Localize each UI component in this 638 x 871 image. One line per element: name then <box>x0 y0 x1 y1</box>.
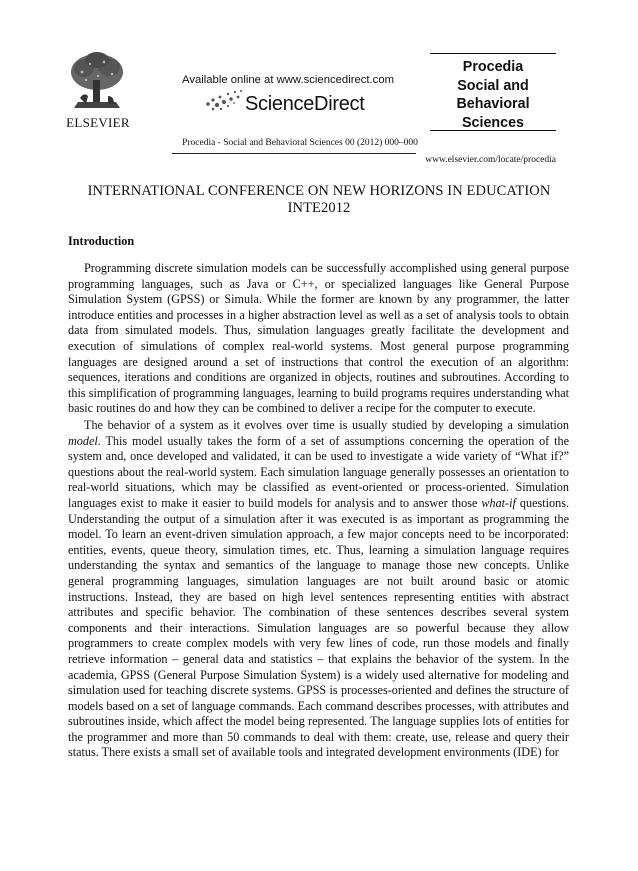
publisher-name: ELSEVIER <box>66 115 130 130</box>
journal-box-top-rule <box>430 53 556 54</box>
journal-title-line-3: Behavioral <box>456 96 530 112</box>
available-online-text[interactable]: Available online at www.sciencedirect.com <box>181 74 395 86</box>
paragraph-2-part-a: The behavior of a system as it evolves over time is usually studied by developing a simulation <box>84 418 569 432</box>
conference-title <box>60 183 578 217</box>
journal-title-line-4: Sciences <box>462 114 524 131</box>
journal-citation: Procedia - Social and Behavioral Sciences 00 (2012) 000–000 <box>182 138 418 148</box>
journal-box-bottom-rule <box>430 130 556 131</box>
sciencedirect-wordmark: ScienceDirect <box>245 93 365 115</box>
sciencedirect-dots-icon <box>204 88 246 114</box>
conference-title-line-1: INTERNATIONAL CONFERENCE ON NEW HORIZONS IN EDUCATION <box>87 183 551 199</box>
journal-title <box>430 58 556 132</box>
elsevier-tree-logo <box>64 50 130 112</box>
journal-title-box <box>430 53 556 131</box>
emphasis-what-if: what-if <box>481 495 516 510</box>
conference-title-line-2: INTE2012 <box>287 200 351 216</box>
journal-title-line-2: Social and <box>457 77 529 94</box>
paragraph-1: Programming discrete simulation models can be successfully accomplished using general purpose programming languages, such as Java or C++, or specialized languages like General Purpose Simulation System (GPSS) or Simula. While the former are known by any programmer, the latter introduce entities and processes in a higher abstraction level as well as a set of analysis tools to obtain data from simulated models. Thus, simulation languages greatly facilitate the development and execution of simulations of complex real-world systems. Most general purpose programming languages are designed around a set of instructions that control the execution of an algorithm: sequences, iterations and conditions are organized in objects, routines and subroutines. According to this simplification of programming languages, learning to build programs requires understanding what basic routines do and how they can be combined to deliver a recipe for the computer to execute. <box>68 261 569 416</box>
paragraph-2-part-b: . This model usually takes the form of a set of assumptions concerning the operation of the system and, once developed and validated, it can be used to investigate a wide variety of “What if?” questions about the real-world system. Each simulation language generally possesses an orientation to real-world situations, which may be classified as event-oriented or process-oriented. Simulation languages exist to make it easier to build models for analysis and to answer those <box>68 433 569 510</box>
sciencedirect-brand <box>204 88 394 118</box>
paragraph-2-part-c: questions. Understanding the output of a simulation after it was executed is as important as programming the model. To learn an event-driven simulation approach, a few major concepts need to be incorporated: entities, events, queue theory, simulation times, etc. Thus, learning a simulation language requires understanding the syntax and semantics of the language to manage those new concepts. Unlike general programming languages, simulation languages are not built around basic or atomic instructions. Instead, they are based on high level sentences representing entities with abstract attributes and specific behavior. The combination of these sentences describes several system components and their interactions. Simulation languages are so powerful because they allow programmers to create complex models with very few lines of code, run those models and finally retrieve information – general data and statistics – that explains the behavior of the system. In the academia, GPSS (General Purpose Simulation System) is a widely used alternative for modeling and simulation used for teaching discrete systems. GPSS is processes-oriented and defines the structure of models based on a set of language commands. Each command describes processes, with attributes and subroutines inside, which affect the model being represented. The language supplies lots of entities for the programmer and more than 50 commands to deal with them: create, use, release and query their status. There exists a small set of available tools and integrated development environments (IDE) for <box>68 495 569 760</box>
journal-url[interactable]: www.elsevier.com/locate/procedia <box>425 155 556 165</box>
paragraph-2 <box>68 418 569 761</box>
header-rule <box>172 153 416 154</box>
journal-title-line-1: Procedia <box>462 59 524 75</box>
emphasis-model: model <box>68 433 98 448</box>
section-heading: Introduction <box>68 234 135 248</box>
